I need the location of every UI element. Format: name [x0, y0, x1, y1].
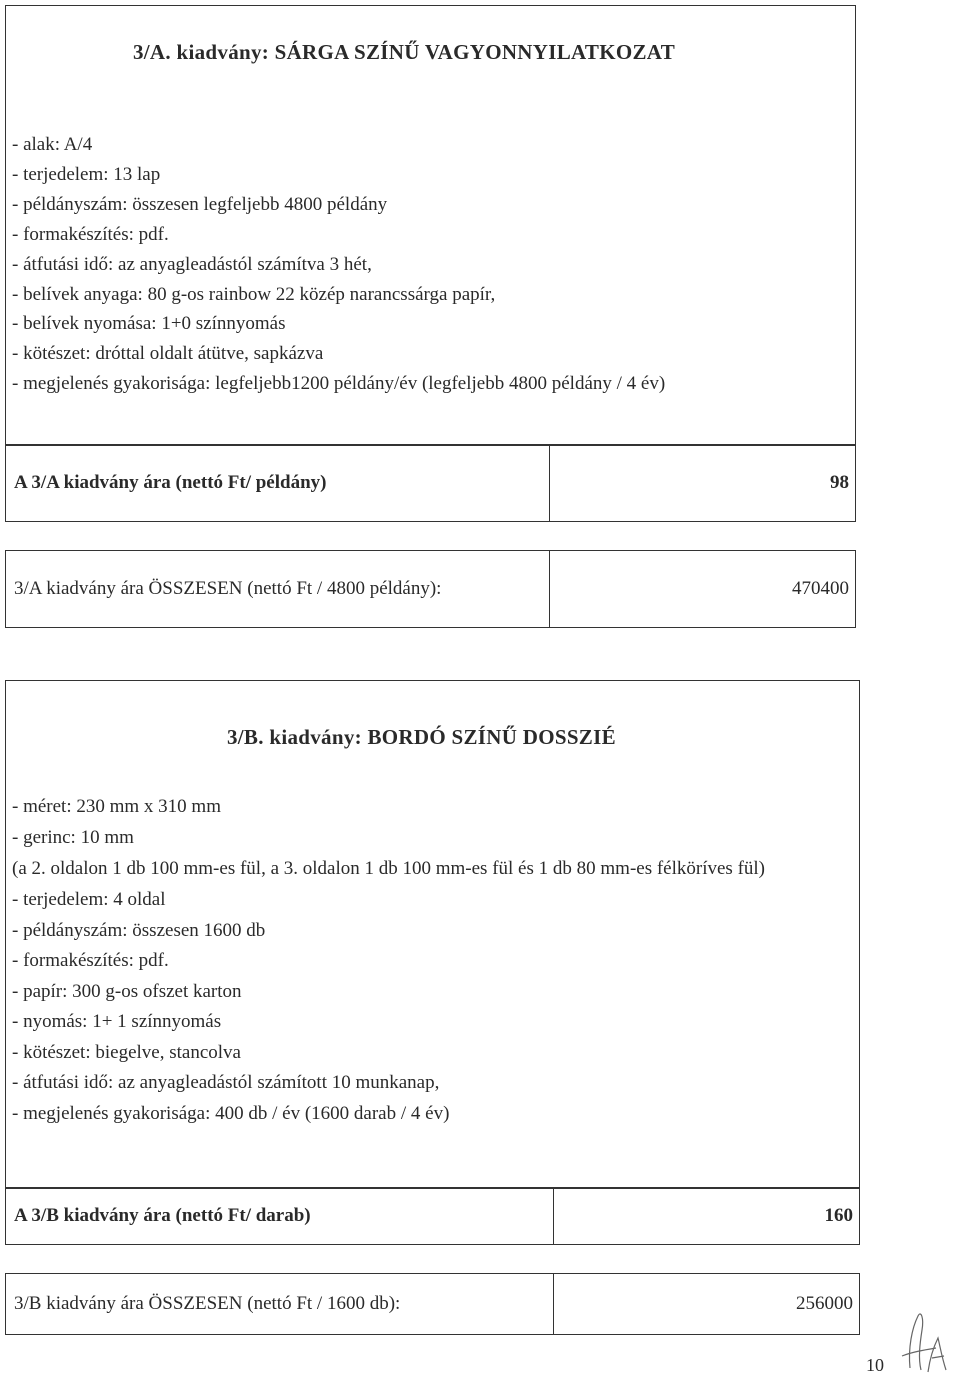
section-b-title: 3/B. kiadvány: BORDÓ SZÍNŰ DOSSZIÉ: [227, 725, 616, 749]
section-a-spec-list: [12, 130, 665, 399]
spec-turnaround: - átfutási idő: az anyagleadástól számítva 3 hét,: [12, 253, 372, 275]
section-b-total-row: [5, 1273, 860, 1335]
spec-paper: - papír: 300 g-os ofszet karton: [12, 980, 242, 1002]
spec-printing: - nyomás: 1+ 1 színnyomás: [12, 1011, 222, 1032]
section-a-title: 3/A. kiadvány: SÁRGA SZÍNŰ VAGYONNYILATKOZAT: [133, 40, 676, 64]
spec-turnaround: - átfutási idő: az anyagleadástól számított 10 munkanap,: [12, 1072, 440, 1093]
section-b-unit-price-label: A 3/B kiadvány ára (nettó Ft/ darab): [14, 1205, 311, 1226]
spec-binding: - kötészet: biegelve, stancolva: [12, 1041, 241, 1063]
section-b-unit-price-value: 160: [553, 1188, 859, 1244]
spec-inner-paper: - belívek anyaga: 80 g-os rainbow 22 közép narancssárga papír,: [12, 283, 496, 305]
handwritten-signature: [888, 1298, 958, 1378]
section-a-total-row: [5, 550, 856, 628]
spec-binding: - kötészet: dróttal oldalt átütve, sapkázva: [12, 343, 324, 365]
section-a-unit-price-label: A 3/A kiadvány ára (nettó Ft/ példány): [14, 472, 327, 493]
section-b-unit-price-row: [5, 1187, 860, 1245]
spec-prepress: - formakészítés: pdf.: [12, 223, 169, 245]
spec-extent: - terjedelem: 4 oldal: [12, 889, 166, 910]
spec-copies: - példányszám: összesen 1600 db: [12, 919, 266, 941]
spec-format: - alak: A/4: [12, 134, 93, 155]
section-a-total-value: 470400: [549, 551, 855, 627]
spec-frequency: - megjelenés gyakorisága: 400 db / év (1600 darab / 4 év): [12, 1102, 450, 1124]
spec-spine: - gerinc: 10 mm: [12, 826, 134, 848]
section-b-total-value: 256000: [553, 1274, 859, 1334]
spec-extent: - terjedelem: 13 lap: [12, 163, 161, 185]
section-b-total-label: 3/B kiadvány ára ÖSSZESEN (nettó Ft / 1600 db):: [14, 1293, 401, 1314]
section-a-total-label: 3/A kiadvány ára ÖSSZESEN (nettó Ft / 4800 példány):: [14, 578, 442, 599]
spec-frequency: - megjelenés gyakorisága: legfeljebb1200 példány/év (legfeljebb 4800 példány / 4 év): [12, 373, 666, 395]
spec-copies: - példányszám: összesen legfeljebb 4800 példány: [12, 193, 388, 215]
section-b-spec-list: [12, 792, 852, 1129]
spec-tabs-note: (a 2. oldalon 1 db 100 mm-es fül, a 3. oldalon 1 db 100 mm-es fül és 1 db 80 mm-es félköríves fül): [12, 858, 766, 879]
page-number: 10: [866, 1355, 884, 1375]
section-a-unit-price-row: [5, 444, 856, 522]
spec-prepress: - formakészítés: pdf.: [12, 950, 169, 971]
spec-inner-printing: - belívek nyomása: 1+0 színnyomás: [12, 313, 286, 335]
spec-size: - méret: 230 mm x 310 mm: [12, 796, 221, 817]
section-a-unit-price-value: 98: [549, 445, 855, 521]
